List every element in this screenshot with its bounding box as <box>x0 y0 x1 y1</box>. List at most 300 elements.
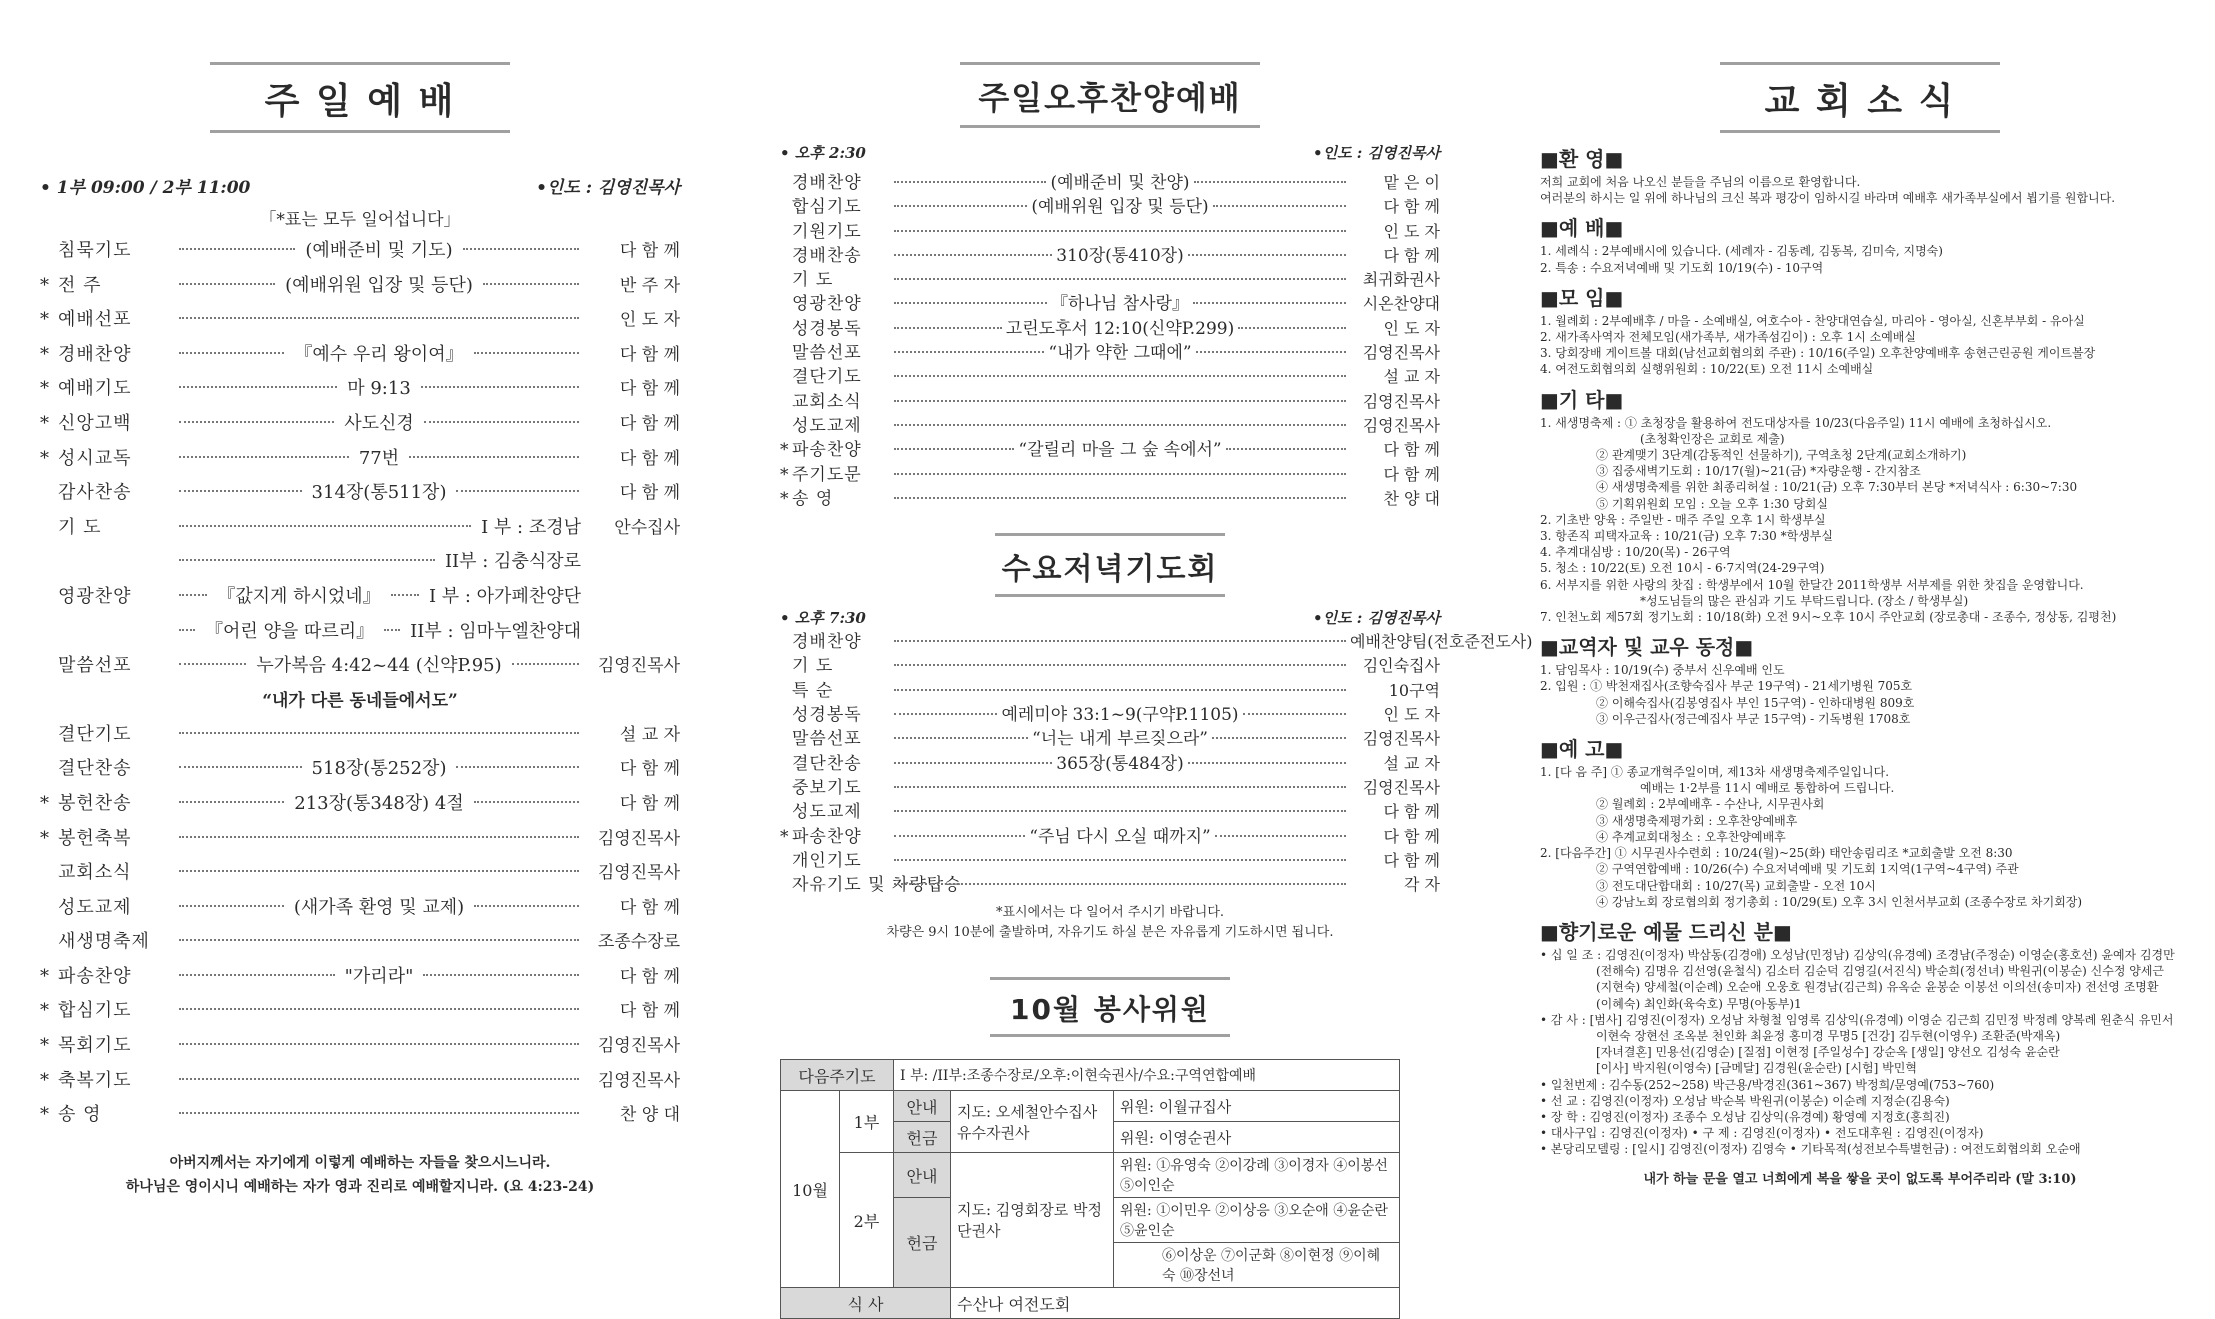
order-detail-wrap <box>890 429 1350 431</box>
order-label: 성도교제 <box>58 896 132 918</box>
standing-marker: * <box>40 378 49 400</box>
order-detail-wrap <box>173 891 585 926</box>
order-person: 김영진목사 <box>1362 729 1440 749</box>
order-detail-wrap <box>173 787 585 822</box>
afternoon-title-box <box>960 62 1260 128</box>
order-row <box>40 960 680 995</box>
part1-offering-label: 헌금 <box>894 1122 951 1153</box>
order-label: 결단기도 <box>792 367 862 388</box>
leader-dots <box>179 352 284 354</box>
order-detail-wrap <box>173 545 585 580</box>
news-section-heading: ■향기로운 예물 드리신 분■ <box>1540 919 1792 944</box>
leader-dots <box>179 283 275 285</box>
news-line: ④ 새생명축제를 위한 최종리허설 : 10/21(금) 오후 7:30부터 본당 *저녁식사 : 6:30~7:30 <box>1596 480 2078 495</box>
part2-offering-label: 헌금 <box>894 1198 951 1288</box>
leader-dots <box>894 424 1346 426</box>
order-person: 다 함 께 <box>619 483 680 504</box>
order-row <box>40 752 680 787</box>
order-row <box>780 317 1440 341</box>
order-label: 주기도문 <box>792 464 862 485</box>
order-row <box>40 787 680 822</box>
verse-line-1: 아버지께서는 자기에게 이렇게 예배하는 자들을 찾으시느니라. <box>169 1154 551 1171</box>
news-section-heading: ■환 영■ <box>1540 147 1624 171</box>
order-row <box>780 195 1440 219</box>
order-label: 봉헌축복 <box>58 827 132 849</box>
order-detail-wrap <box>890 283 1350 285</box>
order-label: 성경봉독 <box>792 705 862 726</box>
order-person: 인 도 자 <box>619 310 680 331</box>
order-person: 김영진목사 <box>597 1036 680 1057</box>
order-row <box>780 654 1440 678</box>
standing-marker: * <box>780 826 789 847</box>
leader-dots <box>179 801 284 803</box>
order-person: 다 함 께 <box>1383 826 1440 846</box>
sunday-worship-time: • 1부 09:00 / 2부 11:00 <box>40 178 251 198</box>
order-label: 영광찬양 <box>792 294 862 315</box>
order-person: 다 함 께 <box>619 759 680 780</box>
leader-dots <box>894 497 1346 499</box>
church-news-title-box <box>1720 62 2000 133</box>
leader-dots <box>894 786 1346 788</box>
order-row <box>40 718 680 753</box>
news-line: (전해숙) 김명유 김선영(윤철식) 김소터 김순덕 김영길(서진식) 박순희(정선녀) 박원귀(이봉순) 신수정 양세근 <box>1596 964 2165 979</box>
part2-offering-members-1: 위원: ①이민우 ②이상응 ③오순애 ④윤순란 ⑤윤인순 <box>1114 1198 1400 1243</box>
leader-dots <box>894 664 1346 666</box>
news-line: 1. 세례식 : 2부예배시에 있습니다. (세례자 - 김동례, 김동복, 김미숙, 지명숙) <box>1540 244 1943 259</box>
news-line: 2. 입원 : ① 박천재집사(조향숙집사 부군 19구역) - 21세기병원 705호 <box>1540 679 1913 694</box>
order-person: 다 함 께 <box>619 966 680 987</box>
order-person: 시온찬양대 <box>1362 294 1440 314</box>
sunday-worship-header <box>40 173 680 198</box>
order-person: 인 도 자 <box>1383 221 1440 241</box>
order-label: 말씀선포 <box>58 655 132 677</box>
part2-cell: 2부 <box>840 1153 894 1288</box>
afternoon-order-list <box>780 171 1440 511</box>
order-label: 축복기도 <box>58 1069 132 1091</box>
order-row <box>780 727 1440 751</box>
news-line: (초청확인장은 교회로 제출) <box>1640 431 1785 446</box>
order-label: 결단기도 <box>58 723 132 745</box>
order-label: 결단찬송 <box>58 758 132 780</box>
order-person: 최귀화권사 <box>1362 270 1440 290</box>
standing-marker: * <box>780 488 789 509</box>
news-line: • 대사구입 : 김영진(이정자) • 구 제 : 김영진(이정자) • 전도대후원 : 김영진(이정자) <box>1540 1126 1984 1141</box>
leader-dots <box>179 629 195 631</box>
order-detail: 사도신경 <box>344 412 414 434</box>
order-row <box>40 1064 680 1099</box>
order-label: 송 영 <box>58 1104 102 1126</box>
order-label: 영광찬양 <box>58 585 132 607</box>
order-label: 침묵기도 <box>58 240 132 261</box>
news-section-heading: ■예 고■ <box>1540 737 1624 762</box>
order-person: 다 함 께 <box>619 793 680 814</box>
order-row <box>780 390 1440 414</box>
standing-marker: * <box>40 1104 49 1126</box>
order-detail-wrap <box>890 235 1350 237</box>
order-row <box>40 891 680 926</box>
order-detail-wrap <box>890 645 1350 647</box>
order-label: 예배선포 <box>58 309 132 331</box>
order-label: 파송찬양 <box>58 965 132 987</box>
order-detail-wrap <box>890 815 1350 817</box>
order-label: 성경봉독 <box>792 318 862 339</box>
sunday-worship-leader: •인도 : 김영진목사 <box>536 178 680 198</box>
order-detail-wrap <box>890 825 1350 849</box>
order-person: 10구역 <box>1388 680 1440 700</box>
leader-dots <box>1188 762 1346 764</box>
leader-dots <box>894 181 1046 183</box>
sunday-worship-column <box>40 0 680 1199</box>
news-line: ④ 추계교회대청소 : 오후찬양예배후 <box>1596 829 1786 844</box>
leader-dots <box>894 205 1027 207</box>
news-line: • 감 사 : [범사] 김영진(이정자) 오성남 차형철 임영록 김상익(유경예) 이영순 김근희 김민정 박정례 양복례 원춘식 유민서 <box>1540 1012 2174 1027</box>
order-detail: 213장(통348장) 4절 <box>294 792 464 814</box>
leader-dots <box>423 974 579 976</box>
order-detail-wrap <box>890 727 1350 751</box>
standing-marker: * <box>40 1069 49 1091</box>
leader-dots <box>1238 327 1346 329</box>
order-detail: (예배위원 입장 및 등단) <box>1031 197 1209 218</box>
order-person: 다 함 께 <box>1383 440 1440 460</box>
leader-dots <box>894 859 1346 861</box>
order-detail-wrap <box>173 649 585 684</box>
order-detail-2: II부 : 임마누엘찬양대 <box>410 620 582 642</box>
news-line: 이현숙 장현선 조옥분 천인화 최윤정 홍미경 무명5 [건강] 김두현(이영우) 조환준(박재옥) <box>1596 1028 2061 1043</box>
order-row <box>40 511 680 546</box>
leader-dots <box>894 375 1346 377</box>
order-row <box>780 849 1440 873</box>
order-row <box>780 292 1440 316</box>
leader-dots <box>894 737 1028 739</box>
leader-dots <box>179 490 302 492</box>
news-line: 1. 담임목사 : 10/19(수) 중부서 신우예배 인도 <box>1540 663 1785 678</box>
leader-dots <box>894 473 1346 475</box>
order-person: 다 함 께 <box>619 897 680 918</box>
order-detail-wrap <box>890 195 1350 219</box>
order-detail: 고린도후서 12:10(신약P.299) <box>1005 318 1235 339</box>
order-row <box>40 269 680 304</box>
order-detail-wrap <box>890 244 1350 268</box>
leader-dots <box>894 762 1052 764</box>
part2-director: 지도: 김영회장로 박정단권사 <box>951 1153 1114 1288</box>
order-detail: “너는 내게 부르짖으라” <box>1032 729 1208 750</box>
news-line: ② 구역연합예배 : 10/26(수) 수요저녁예배 및 기도회 1지역(1구역~4구역) 주관 <box>1596 862 2019 877</box>
order-detail-wrap <box>173 1118 585 1120</box>
standing-marker: * <box>780 440 789 461</box>
order-detail-wrap <box>890 405 1350 407</box>
order-row <box>780 752 1440 776</box>
order-detail: “갈릴리 마을 그 숲 속에서” <box>1018 440 1222 461</box>
leader-dots <box>474 352 579 354</box>
news-line: ③ 이우근집사(정근예집사 부군 15구역) - 기독병원 1708호 <box>1596 711 1911 726</box>
news-line: • 일천번제 : 김수동(252~258) 박근용/박경진(361~367) 박정희/문영예(753~760) <box>1540 1077 1995 1092</box>
news-line: 4. 여전도회협의회 실행위원회 : 10/22(토) 오전 11시 소예배실 <box>1540 362 1874 377</box>
order-label: 기 도 <box>58 516 102 538</box>
leader-dots <box>894 254 1052 256</box>
news-line: [이사] 박지원(이영숙) [금메달] 김경원(윤순란) [시험] 박민혁 <box>1596 1061 1917 1076</box>
news-line: (지현숙) 양세철(이순례) 오순애 오웅호 원경남(김근희) 유옥순 윤봉순 이봉선 이의선(송미자) 전선영 조명환 <box>1596 980 2159 995</box>
leader-dots <box>463 248 579 250</box>
order-detail-2: II부 : 김충식장로 <box>444 551 581 573</box>
news-line: 6. 서부지를 위한 사랑의 찻집 : 학생부에서 10월 한달간 2011학생부 서부제를 위한 찻집을 운영합니다. <box>1540 577 2084 592</box>
order-row <box>780 703 1440 727</box>
order-label: 신앙고백 <box>58 412 132 434</box>
order-person: 다 함 께 <box>619 413 680 434</box>
order-person: 다 함 께 <box>619 344 680 365</box>
order-row <box>780 630 1533 654</box>
wednesday-title: 수요저녁기도회 <box>1001 552 1219 588</box>
church-news-title: 교 회 소 식 <box>1764 81 1956 122</box>
news-line: 4. 추계대심방 : 10/20(목) - 26구역 <box>1540 545 1731 560</box>
order-label: 성시교독 <box>58 447 132 469</box>
news-line: • 본당리모델링 : [일시] 김영진(이정자) 김영숙 • 기타목적(성전보수특별헌금) : 여전도회협의회 오순애 <box>1540 1142 2081 1157</box>
order-detail-wrap <box>173 476 585 511</box>
news-line: 2. 특송 : 수요저녁예배 및 기도회 10/19(수) - 10구역 <box>1540 260 1824 275</box>
leader-dots <box>894 278 1346 280</box>
church-news-list <box>1540 143 2180 1158</box>
news-line: 1. 새생명축제 : ① 초청장을 활용하여 전도대상자를 10/23(다음주일) 11시 예배에 초청하십시오. <box>1540 415 2052 430</box>
order-row <box>780 776 1440 800</box>
order-person: 김영진목사 <box>1362 777 1440 797</box>
news-line: • 십 일 조 : 김영진(이정자) 박삼동(김경애) 오성남(민정남) 김상익(유경예) 조경남(주정순) 이영순(홍호선) 윤예자 김경만 <box>1540 947 2175 962</box>
wednesday-leader: •인도 : 김영진목사 <box>1313 609 1440 628</box>
standing-marker: * <box>780 464 789 485</box>
order-detail: “내가 약한 그때에” <box>1048 343 1192 364</box>
wednesday-header <box>780 607 1440 628</box>
order-row <box>40 649 680 684</box>
standing-marker: * <box>40 447 49 469</box>
order-label: 말씀선포 <box>792 343 862 364</box>
order-person: 김영진목사 <box>597 863 680 884</box>
wednesday-order-list <box>780 630 1533 897</box>
order-row <box>780 825 1440 849</box>
order-person: 다 함 께 <box>1383 464 1440 484</box>
part1-guide-label: 안내 <box>894 1091 951 1122</box>
stand-notice: *표시에서는 다 일어서 주시기 바랍니다. <box>995 905 1225 921</box>
order-detail: 『예수 우리 왕이여』 <box>294 343 464 365</box>
order-detail-wrap <box>890 478 1350 480</box>
order-person: 안수집사 <box>614 517 680 538</box>
leader-dots <box>456 490 579 492</box>
leader-dots <box>474 801 579 803</box>
order-row <box>780 679 1440 703</box>
standing-marker: * <box>40 1035 49 1057</box>
leader-dots <box>456 766 579 768</box>
order-row <box>780 487 1440 511</box>
order-label: 감사찬송 <box>58 482 132 504</box>
order-detail-wrap <box>173 945 585 947</box>
order-detail-wrap <box>173 1084 585 1086</box>
order-detail: (예배준비 및 찬양) <box>1050 173 1190 193</box>
standing-marker: * <box>40 412 49 434</box>
order-label: 경배찬송 <box>792 245 862 266</box>
standing-marker: * <box>40 274 49 296</box>
order-person: 김영진목사 <box>597 656 680 677</box>
order-detail-wrap <box>890 317 1350 341</box>
order-detail-wrap <box>890 669 1350 671</box>
order-detail: 518장(통252장) <box>311 758 447 780</box>
leader-dots <box>894 448 1014 450</box>
order-row <box>780 800 1440 824</box>
part2-guide-label: 안내 <box>894 1153 951 1198</box>
news-line: ③ 새생명축제평가회 : 오후찬양예배후 <box>1596 813 1798 828</box>
leader-dots <box>179 317 579 319</box>
order-detail-wrap <box>173 615 585 650</box>
wednesday-title-box <box>995 533 1225 597</box>
order-label: 기 도 <box>792 270 834 291</box>
part1-director: 지도: 오세철안수집사 유수자권사 <box>951 1091 1114 1153</box>
order-person: 설 교 자 <box>1383 753 1440 773</box>
order-row <box>40 442 680 477</box>
order-person: 다 함 께 <box>619 241 680 261</box>
order-row <box>40 476 680 511</box>
order-detail-wrap <box>890 752 1350 776</box>
order-row <box>40 580 680 615</box>
news-line: • 장 학 : 김영진(이정자) 조종수 오성남 김상익(유경예) 황영예 지정호(홍희진) <box>1540 1109 1950 1124</box>
order-detail-wrap <box>173 323 585 325</box>
order-row <box>780 220 1440 244</box>
leader-dots <box>179 732 579 734</box>
news-section-heading: ■예 배■ <box>1540 216 1624 241</box>
news-section-heading: ■기 타■ <box>1540 387 1624 412</box>
standing-marker: * <box>40 343 49 365</box>
leader-dots <box>179 1078 579 1080</box>
order-detail: “주님 다시 오실 때까지” <box>1029 826 1211 847</box>
part2-guide-members: 위원: ①유영숙 ②이강례 ③이경자 ④이봉선 ⑤이인순 <box>1114 1153 1400 1198</box>
order-label: 결단찬송 <box>792 753 862 774</box>
order-row <box>40 1098 680 1133</box>
order-detail-wrap <box>890 694 1350 696</box>
leader-dots <box>384 629 400 631</box>
order-row <box>40 234 680 269</box>
leader-dots <box>179 870 579 872</box>
order-row <box>40 303 680 338</box>
leader-dots <box>179 421 334 423</box>
order-row <box>780 438 1440 462</box>
order-detail-wrap <box>173 580 585 615</box>
order-detail-wrap <box>890 703 1350 727</box>
order-detail-wrap <box>173 876 585 878</box>
meal-label: 식 사 <box>781 1288 951 1319</box>
order-detail-wrap <box>173 511 585 546</box>
order-label: 기 도 <box>792 656 834 677</box>
order-row <box>780 873 1440 897</box>
next-week-label: 다음주기도 <box>781 1060 894 1091</box>
order-detail-wrap <box>890 341 1350 365</box>
news-line: 5. 청소 : 10/22(토) 오전 10시 - 6·7지역(24-29구역) <box>1540 561 1825 576</box>
order-person: 김영진목사 <box>1362 391 1440 411</box>
order-label: 기원기도 <box>792 221 862 242</box>
leader-dots <box>894 689 1346 691</box>
order-detail: 마 9:13 <box>347 378 411 400</box>
afternoon-header <box>780 142 1440 163</box>
leader-dots <box>421 386 579 388</box>
part1-guide-members: 위원: 이월규집사 <box>1114 1091 1400 1122</box>
news-line: 2. 기초반 양육 : 주일반 - 매주 주일 오후 1시 학생부실 <box>1540 512 1826 527</box>
leader-dots <box>179 559 435 561</box>
order-label: 성도교제 <box>792 802 862 823</box>
order-label: 자유기도 및 차량탑승 <box>792 875 962 896</box>
afternoon-title: 주일오후찬양예배 <box>978 79 1242 117</box>
standing-marker: * <box>40 792 49 814</box>
news-line: 2. [다음주간] ① 시무권사수련회 : 10/24(월)~25(화) 태안송림리조 *교회출발 오전 8:30 <box>1540 846 2013 861</box>
order-detail: "가리라" <box>344 965 414 987</box>
leader-dots <box>894 400 1346 402</box>
news-line: 7. 인천노회 제57회 정기노회 : 10/18(화) 오전 9시~오후 10시 주안교회 (장로총대 - 조종수, 정상동, 김평천) <box>1540 610 2117 625</box>
leader-dots <box>179 905 284 907</box>
order-label: 봉헌찬송 <box>58 792 132 814</box>
news-line: 1. 월례회 : 2부예배후 / 마을 - 소예배실, 여호수아 - 찬양대연습실, 마리아 - 영아실, 신혼부부회 - 유아실 <box>1540 313 2085 328</box>
order-detail-wrap <box>173 752 585 787</box>
news-line: 3. 항존직 피택자교육 : 10/21(금) 오후 7:30 *학생부실 <box>1540 529 1833 544</box>
order-row <box>40 856 680 891</box>
order-row <box>780 268 1440 292</box>
leader-dots <box>512 663 579 665</box>
order-row <box>40 994 680 1029</box>
leader-dots <box>894 327 1002 329</box>
order-row <box>40 615 680 650</box>
order-detail: 310장(통410장) <box>1056 245 1184 266</box>
order-person: 설 교 자 <box>619 724 680 745</box>
sunday-order-list <box>40 234 680 1133</box>
leader-dots <box>894 810 1346 812</box>
order-label: 교회소식 <box>58 862 132 884</box>
leader-dots <box>409 456 579 458</box>
order-detail-wrap <box>890 171 1350 195</box>
order-detail: 77번 <box>358 447 400 469</box>
order-row <box>780 463 1440 487</box>
order-person: 다 함 께 <box>1383 802 1440 822</box>
order-detail: 『값지게 하시었네』 <box>217 585 381 607</box>
order-label: 중보기도 <box>792 777 862 798</box>
order-detail: 누가복음 4:42~44 (신약P.95) <box>256 655 502 677</box>
order-detail-wrap <box>890 888 1350 890</box>
volunteers-table <box>780 1059 1400 1319</box>
stand-note: 「*표는 모두 일어섭니다」 <box>259 210 461 230</box>
leader-dots <box>1213 205 1346 207</box>
part1-cell: 1부 <box>840 1091 894 1153</box>
leader-dots <box>179 663 246 665</box>
order-row <box>780 244 1440 268</box>
order-label: 송 영 <box>792 488 834 509</box>
news-line: ③ 집중새벽기도회 : 10/17(월)~21(금) *자량운행 - 간지참조 <box>1596 464 1921 479</box>
order-label: 특 순 <box>792 680 834 701</box>
order-row <box>780 365 1440 389</box>
order-detail-wrap <box>890 791 1350 793</box>
news-line: • 선 교 : 김영진(이정자) 오성남 박순복 박원귀(이봉순) 이순례 지정순(김용숙) <box>1540 1093 1950 1108</box>
order-row <box>40 1029 680 1064</box>
leader-dots <box>894 351 1044 353</box>
leader-dots <box>179 974 335 976</box>
order-label: 교회소식 <box>792 391 862 412</box>
news-line: 3. 당회장배 게이트볼 대회(남선교회협의회 주관) : 10/16(주일) 오후찬양예배후 송현근린공원 게이트볼장 <box>1540 346 2096 361</box>
leader-dots <box>474 905 579 907</box>
order-person: 다 함 께 <box>619 448 680 469</box>
news-line: 2. 새가족사역자 전체모임(새가족부, 새가족섬김이) : 오후 1시 소예배실 <box>1540 330 1916 345</box>
news-line: 저희 교회에 처음 나오신 분들을 주님의 이름으로 환영합니다. <box>1540 175 1861 189</box>
bottom-verse: 내가 하늘 문을 열고 너희에게 복을 쌓을 곳이 없도록 부어주리라 (말 3:10) <box>1643 1171 2077 1187</box>
leader-dots <box>179 836 579 838</box>
leader-dots <box>1226 448 1346 450</box>
leader-dots <box>894 302 1047 304</box>
leader-dots <box>391 594 419 596</box>
news-line: ② 월례회 : 2부예배후 - 수산나, 시무권사회 <box>1596 797 1825 812</box>
meal-value: 수산나 여전도회 <box>951 1288 1400 1319</box>
order-detail-wrap <box>173 738 585 740</box>
afternoon-worship-column <box>780 0 1533 1319</box>
order-detail-wrap <box>173 234 585 269</box>
order-detail-wrap <box>173 372 585 407</box>
